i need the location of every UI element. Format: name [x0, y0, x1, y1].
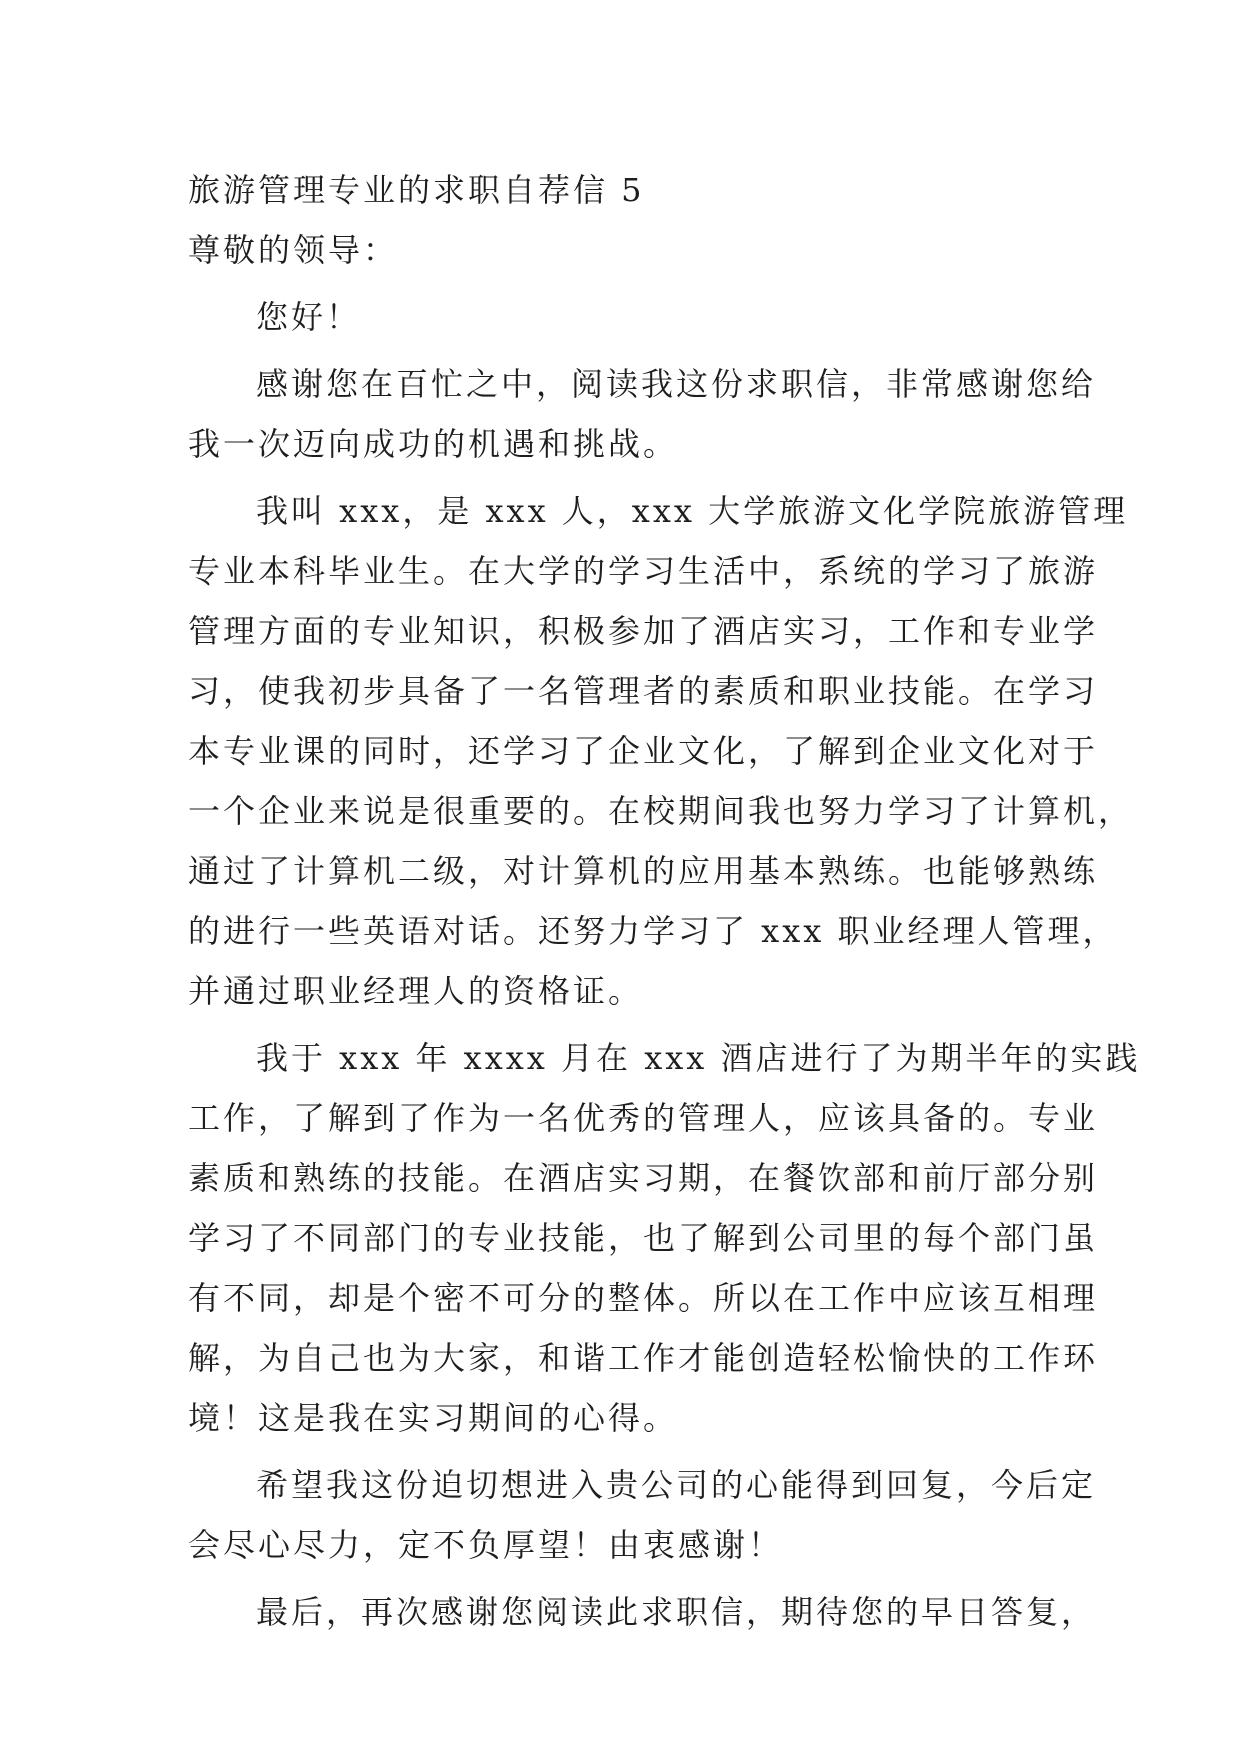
greeting: 您好！ [256, 298, 362, 336]
paragraph-line: 我一次迈向成功的机遇和挑战。 [188, 425, 679, 463]
paragraph-line: 感谢您在百忙之中，阅读我这份求职信，非常感谢您给 [256, 365, 1097, 403]
paragraph [188, 1028, 1141, 1448]
paragraph-line: 会尽心尽力，定不负厚望！由衷感谢！ [188, 1526, 784, 1564]
paragraph [188, 1455, 1097, 1575]
letter-title: 旅游管理专业的求职自荐信 5 [188, 171, 645, 209]
paragraph-line: 我叫 xxx，是 xxx 人，xxx 大学旅游文化学院旅游管理 [256, 492, 1129, 530]
paragraph-line: 希望我这份迫切想进入贵公司的心能得到回复，今后定 [256, 1466, 1097, 1504]
paragraph-line: 境！这是我在实习期间的心得。 [188, 1399, 679, 1437]
letter-body [188, 160, 1141, 1642]
paragraph-line: 最后，再次感谢您阅读此求职信，期待您的早日答复， [256, 1593, 1097, 1631]
paragraph-line: 工作，了解到了作为一名优秀的管理人，应该具备的。专业 [188, 1099, 1099, 1137]
paragraph-line: 一个企业来说是很重要的。在校期间我也努力学习了计算机， [188, 792, 1134, 830]
paragraph-line: 素质和熟练的技能。在酒店实习期，在餐饮部和前厅部分别 [188, 1159, 1099, 1197]
salutation: 尊敬的领导： [188, 231, 399, 269]
paragraph-line: 专业本科毕业生。在大学的学习生活中，系统的学习了旅游 [188, 552, 1099, 590]
paragraph-line: 我于 xxx 年 xxxx 月在 xxx 酒店进行了为期半年的实践 [256, 1039, 1141, 1077]
paragraph [188, 1582, 1097, 1642]
paragraph-line: 管理方面的专业知识，积极参加了酒店实习，工作和专业学 [188, 612, 1099, 650]
paragraph-line: 通过了计算机二级，对计算机的应用基本熟练。也能够熟练 [188, 852, 1099, 890]
paragraph-line: 解，为自己也为大家，和谐工作才能创造轻松愉快的工作环 [188, 1339, 1099, 1377]
paragraph-line: 有不同，却是个密不可分的整体。所以在工作中应该互相理 [188, 1279, 1099, 1317]
paragraph-line: 本专业课的同时，还学习了企业文化，了解到企业文化对于 [188, 732, 1099, 770]
paragraph [188, 481, 1134, 1021]
paragraph-line: 习，使我初步具备了一名管理者的素质和职业技能。在学习 [188, 672, 1099, 710]
paragraph-line: 并通过职业经理人的资格证。 [188, 972, 644, 1010]
paragraph-line: 学习了不同部门的专业技能，也了解到公司里的每个部门虽 [188, 1219, 1099, 1257]
paragraph-line: 的进行一些英语对话。还努力学习了 xxx 职业经理人管理， [188, 912, 1118, 950]
paragraph [188, 354, 1097, 474]
